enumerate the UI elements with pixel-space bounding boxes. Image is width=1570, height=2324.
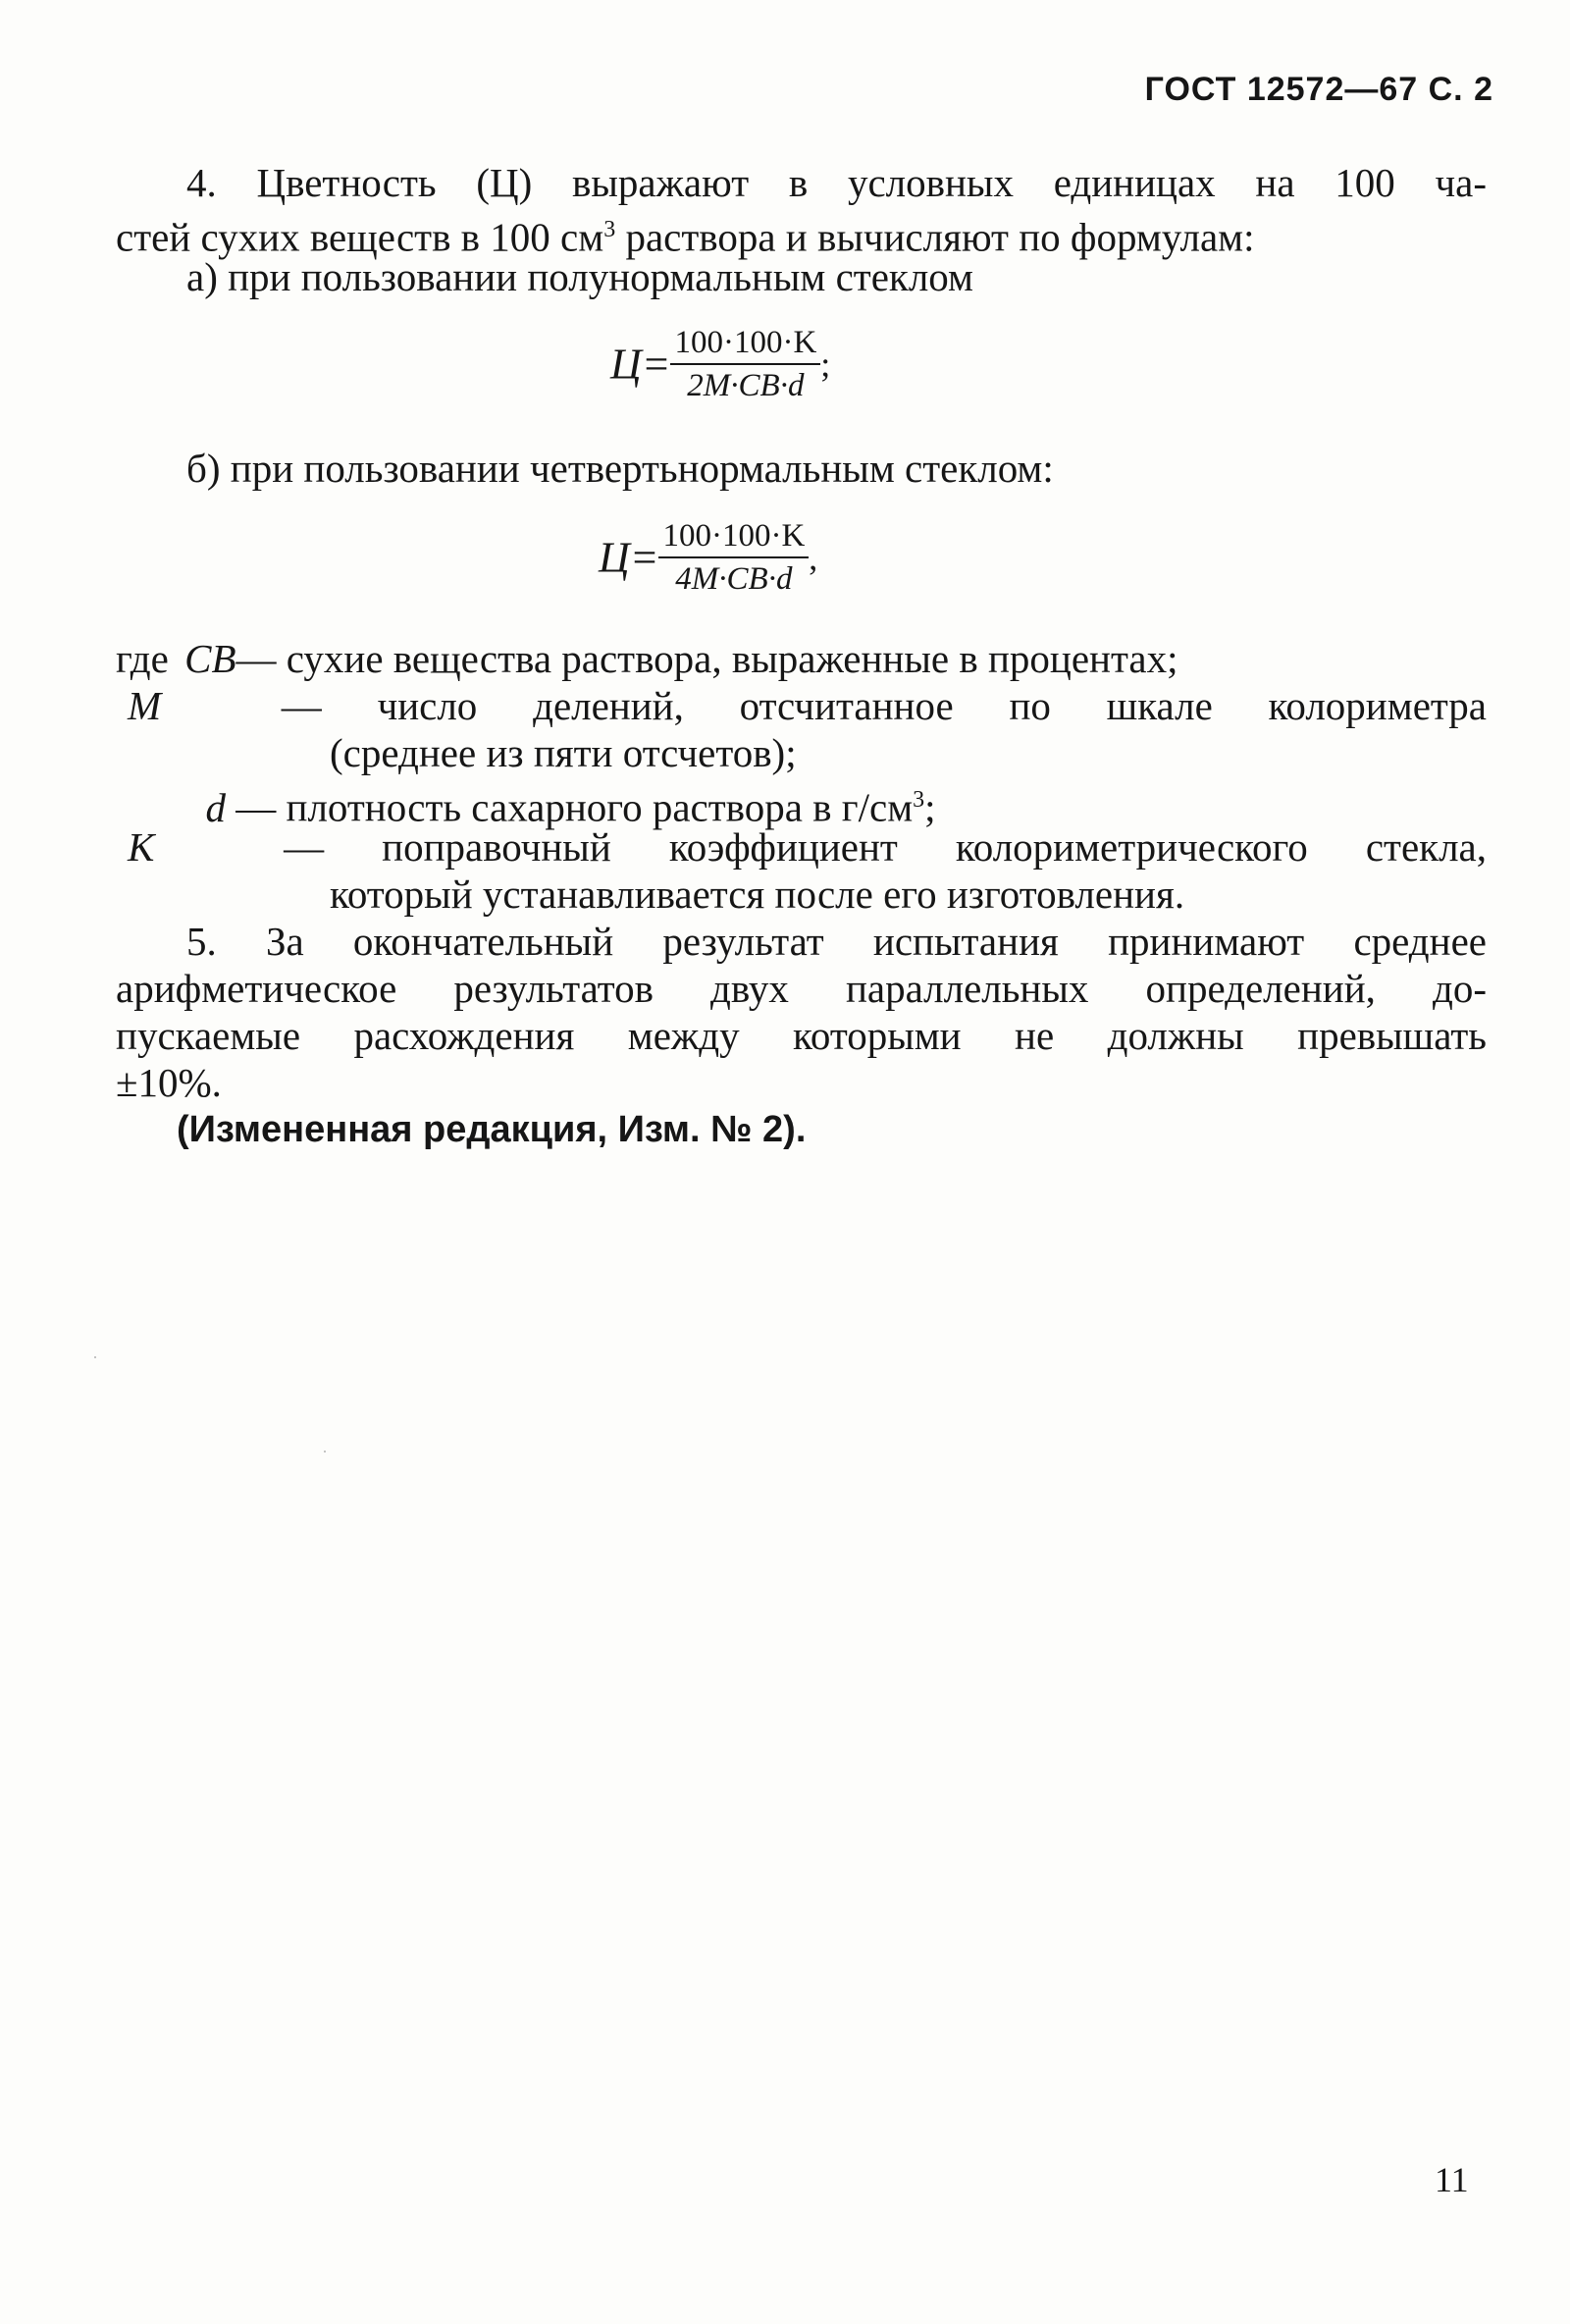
definition-term-d: d xyxy=(205,784,226,830)
formula-a-punct: ; xyxy=(820,344,831,384)
formula-a-denominator: 2M·CB·d xyxy=(687,368,805,403)
definition-term-k: K xyxy=(128,824,155,870)
formula-b-punct: , xyxy=(809,538,818,577)
item5-line3: пускаемые расхождения между которыми не должны превышать xyxy=(116,1013,1487,1058)
formula-a-lhs: Ц= xyxy=(610,340,671,389)
formula-b-fraction xyxy=(658,517,809,598)
item5-line4: ±10%. xyxy=(116,1060,222,1105)
document-header: ГОСТ 12572—67 С. 2 xyxy=(1144,71,1493,108)
definition-term-m: M xyxy=(128,683,162,728)
item4-line1: 4. Цветность (Ц) выражают в условных единицах на 100 ча- xyxy=(186,160,1487,205)
item5-line2: арифметическое результатов двух параллельных определений, до- xyxy=(116,966,1487,1011)
definition-text-m: — число делений, отсчитанное по шкале колориметра xyxy=(281,683,1488,728)
formula-a-fraction xyxy=(670,324,820,404)
formula-a-numerator: 100·100·K xyxy=(670,324,820,365)
definition-d: d — плотность сахарного раствора в $г/см^3$; xyxy=(128,776,936,831)
formula-b-numerator: 100·100·K xyxy=(658,517,809,558)
formula-b xyxy=(599,517,817,598)
formula-b-lhs: Ц= xyxy=(599,533,659,582)
item4-line2: стей сухих веществ в 100 $см^3$ раствора и вычисляют по формулам: xyxy=(116,214,1255,260)
definition-k xyxy=(128,823,1487,871)
item4-sub-b: б) при пользовании четвертьнормальным стеклом: xyxy=(186,446,1054,491)
definition-m-cont: (среднее из пяти отсчетов); xyxy=(330,730,797,775)
definition-term-cb: CB xyxy=(184,636,236,681)
definition-text-cb: — сухие вещества раствора, выраженные в процентах; xyxy=(236,636,1178,681)
formula-a xyxy=(610,324,830,404)
scan-speck xyxy=(94,1356,96,1358)
scan-speck xyxy=(324,1451,326,1452)
definition-k-cont: который устанавливается после его изготовления. xyxy=(330,872,1185,917)
formula-b-denominator: 4M·CB·d xyxy=(675,561,793,597)
definition-text-k: — поправочный коэффициент колориметрического стекла, xyxy=(284,824,1487,870)
amendment-note: (Измененная редакция, Изм. № 2). xyxy=(177,1109,807,1150)
definition-m xyxy=(128,682,1487,729)
definitions-where: где xyxy=(116,636,169,681)
item5-line1: 5. За окончательный результат испытания принимают среднее xyxy=(186,919,1487,964)
definition-cb xyxy=(116,635,1178,682)
page-number: 11 xyxy=(1435,2160,1469,2199)
item4-sub-a: а) при пользовании полунормальным стеклом xyxy=(186,254,973,299)
